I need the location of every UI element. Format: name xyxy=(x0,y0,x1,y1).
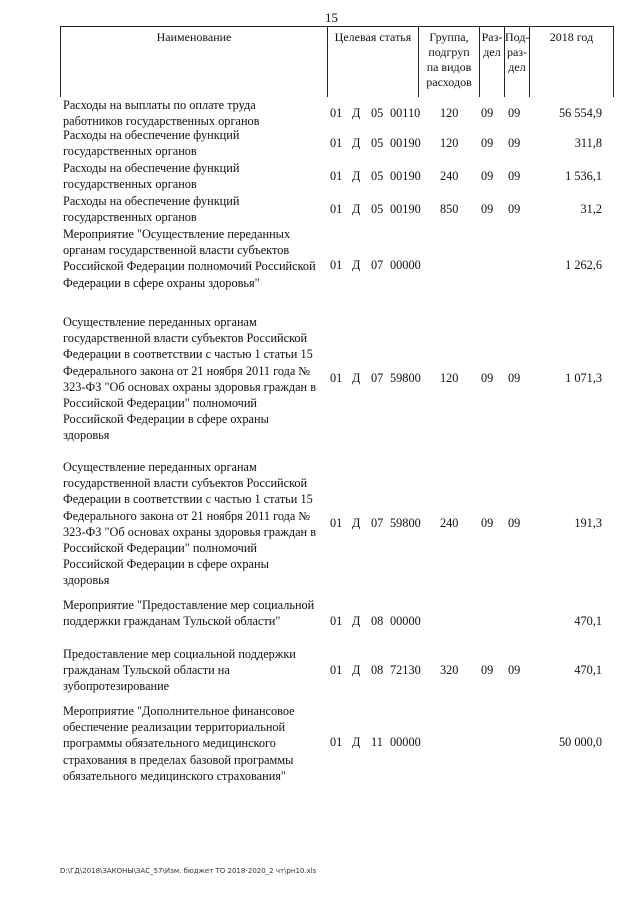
header-target-article: Целевая статья xyxy=(327,27,418,97)
row-c3: 05 xyxy=(371,202,384,216)
row-name: Расходы на обеспечение функций государственных органов xyxy=(63,161,240,192)
row-section: 09 xyxy=(481,371,494,385)
row-c4: 00000 xyxy=(390,614,421,628)
header-section xyxy=(479,27,504,97)
row-section: 09 xyxy=(481,136,494,150)
row-amount: 311,8 xyxy=(574,136,602,150)
row-name: Мероприятие "Дополнительное финансовое обеспечение реализации территориальной программы обязательного медицинского страхования в пределах базовой программы обязательного медицинского страхования" xyxy=(63,704,295,783)
row-amount: 191,3 xyxy=(574,516,602,530)
row-group: 320 xyxy=(440,663,459,677)
header-name: Наименование xyxy=(156,30,232,44)
row-c2: Д xyxy=(352,371,361,385)
row-amount: 56 554,9 xyxy=(558,106,602,120)
row-amount: 1 262,6 xyxy=(565,258,602,272)
row-amount: 1 071,3 xyxy=(565,371,602,385)
row-c4: 00190 xyxy=(390,169,421,183)
row-section: 09 xyxy=(481,169,494,183)
row-c3: 07 xyxy=(371,371,384,385)
row-c1: 01 xyxy=(330,258,343,272)
row-section: 09 xyxy=(481,106,494,120)
row-c4: 00110 xyxy=(390,106,421,120)
row-amount: 50 000,0 xyxy=(558,735,602,749)
row-c3: 11 xyxy=(371,735,383,749)
row-c1: 01 xyxy=(330,371,343,385)
row-c3: 07 xyxy=(371,258,384,272)
row-c3: 05 xyxy=(371,106,384,120)
row-c1: 01 xyxy=(330,663,343,677)
row-c4: 00000 xyxy=(390,258,421,272)
row-c4: 59800 xyxy=(390,516,421,530)
row-group: 120 xyxy=(440,371,459,385)
row-name: Мероприятие "Предоставление мер социальной поддержки гражданам Тульской области" xyxy=(63,598,315,629)
row-amount: 470,1 xyxy=(574,614,602,628)
row-c2: Д xyxy=(352,136,361,150)
row-name: Расходы на выплаты по оплате труда работников государственных органов xyxy=(63,98,260,129)
row-group: 120 xyxy=(440,136,459,150)
row-name: Расходы на обеспечение функций государственных органов xyxy=(63,128,240,159)
file-path-footer: D:\ГД\2018\ЗАКОНЫ\ЗАС_57\Изм. бюджет ТО 2018-2020_2 чт\рн10.xls xyxy=(60,867,317,875)
row-c4: 72130 xyxy=(390,663,421,677)
row-c2: Д xyxy=(352,516,361,530)
row-c4: 00190 xyxy=(390,202,421,216)
row-subsection: 09 xyxy=(508,136,521,150)
row-section: 09 xyxy=(481,663,494,677)
header-subsection-line: дел xyxy=(508,60,526,74)
header-group-line: расходов xyxy=(426,75,472,89)
header-section-line: Раз- xyxy=(481,30,503,44)
header-group-line: па видов xyxy=(426,60,472,74)
row-subsection: 09 xyxy=(508,169,521,183)
header-expense-group xyxy=(418,27,479,97)
row-name: Мероприятие "Осуществление переданных органам государственной власти субъектов Российской Федерации полномочий Российской Федерации в сфере охраны здоровья" xyxy=(63,227,316,290)
row-c2: Д xyxy=(352,258,361,272)
header-subsection xyxy=(504,27,529,97)
row-group: 240 xyxy=(440,169,459,183)
row-c2: Д xyxy=(352,169,361,183)
row-c3: 08 xyxy=(371,614,384,628)
row-subsection: 09 xyxy=(508,202,521,216)
row-group: 850 xyxy=(440,202,459,216)
header-subsection-line: раз- xyxy=(506,45,528,59)
row-c1: 01 xyxy=(330,169,343,183)
row-c4: 00190 xyxy=(390,136,421,150)
row-name: Предоставление мер социальной поддержки гражданам Тульской области на зубопротезирование xyxy=(63,647,296,694)
row-subsection: 09 xyxy=(508,516,521,530)
row-c1: 01 xyxy=(330,136,343,150)
row-amount: 1 536,1 xyxy=(565,169,602,183)
row-c4: 59800 xyxy=(390,371,421,385)
row-group: 240 xyxy=(440,516,459,530)
row-c4: 00000 xyxy=(390,735,421,749)
row-c3: 05 xyxy=(371,169,384,183)
row-c2: Д xyxy=(352,735,361,749)
row-c2: Д xyxy=(352,663,361,677)
row-c1: 01 xyxy=(330,106,343,120)
row-subsection: 09 xyxy=(508,106,521,120)
row-c2: Д xyxy=(352,614,361,628)
row-c3: 05 xyxy=(371,136,384,150)
row-amount: 470,1 xyxy=(574,663,602,677)
row-name: Осуществление переданных органам государственной власти субъектов Российской Федерации в соответствии с частью 1 статьи 15 Федерального закона от 21 ноября 2011 года № 323-ФЗ "Об основах охраны здоровья граждан в Российской Федерации" полномочий Российской Федерации в сфере охраны здоровья xyxy=(63,315,317,443)
row-name: Расходы на обеспечение функций государственных органов xyxy=(63,194,240,225)
row-subsection: 09 xyxy=(508,371,521,385)
row-name: Осуществление переданных органам государственной власти субъектов Российской Федерации в соответствии с частью 1 статьи 15 Федерального закона от 21 ноября 2011 года № 323-ФЗ "Об основах охраны здоровья граждан в Российской Федерации" полномочий Российской Федерации в сфере охраны здоровья xyxy=(63,460,317,588)
header-section-line: дел xyxy=(483,45,501,59)
row-group: 120 xyxy=(440,106,459,120)
row-c1: 01 xyxy=(330,516,343,530)
row-c3: 07 xyxy=(371,516,384,530)
header-group-line: подгруп xyxy=(428,45,470,59)
table-header xyxy=(60,26,614,97)
row-c1: 01 xyxy=(330,614,343,628)
page-number: 15 xyxy=(325,10,338,25)
row-c3: 08 xyxy=(371,663,384,677)
row-c1: 01 xyxy=(330,202,343,216)
row-section: 09 xyxy=(481,516,494,530)
row-amount: 31,2 xyxy=(580,202,602,216)
row-c2: Д xyxy=(352,202,361,216)
header-subsection-line: Под- xyxy=(505,30,530,44)
header-group-line: Группа, xyxy=(429,30,469,44)
row-subsection: 09 xyxy=(508,663,521,677)
header-year: 2018 год xyxy=(529,27,613,97)
row-c2: Д xyxy=(352,106,361,120)
row-section: 09 xyxy=(481,202,494,216)
row-c1: 01 xyxy=(330,735,343,749)
